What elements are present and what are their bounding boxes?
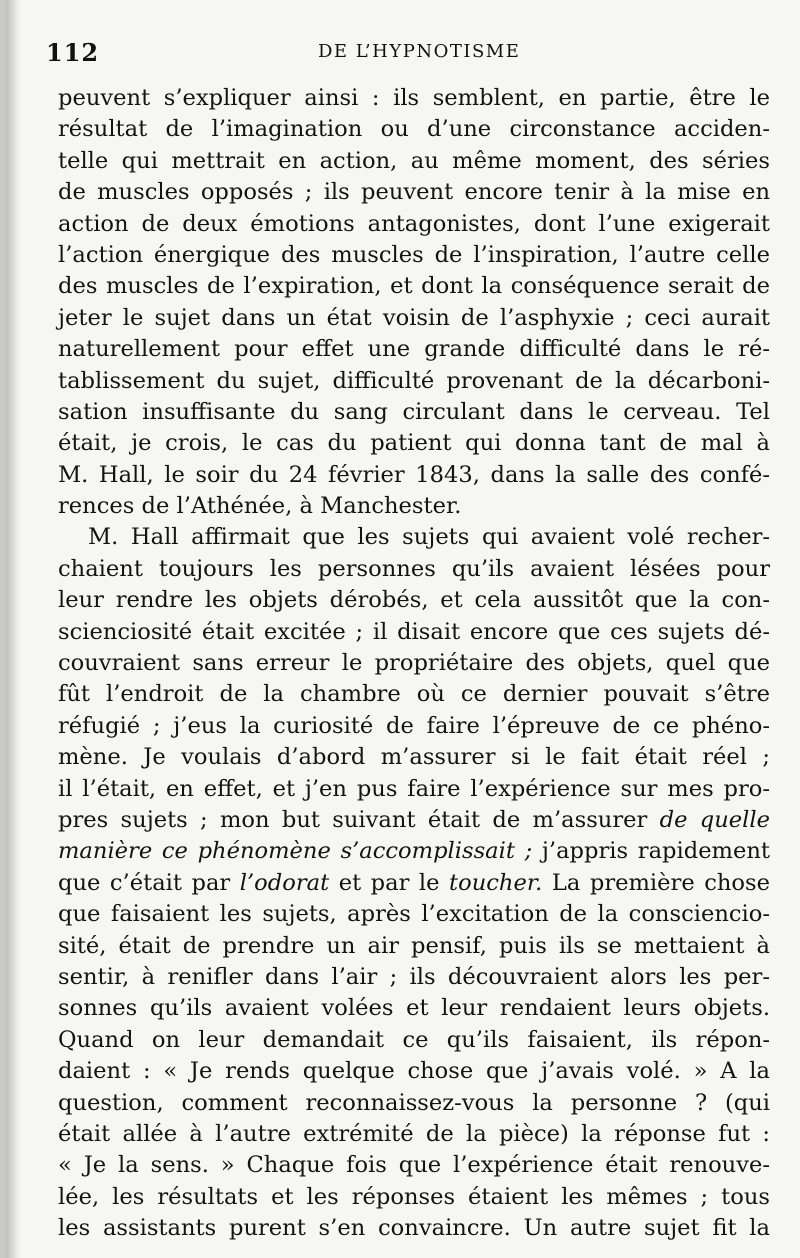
text-line: naturellement pour effet une grande difficulté dans le ré- (58, 336, 770, 363)
text-line: couvraient sans erreur le propriétaire des objets, quel que (58, 650, 770, 677)
text-segment: et par le (329, 869, 450, 896)
text-line: tablissement du sujet, difficulté provenant de la décarboni- (58, 367, 770, 394)
text-line: sité, était de prendre un air pensif, puis ils se mettaient à (58, 932, 770, 959)
text-line: mène. Je voulais d’abord m’assurer si le fait était réel ; (58, 744, 770, 771)
text-segment: que c’était par (58, 869, 240, 896)
paragraph-start-line: M. Hall affirmait que les sujets qui avaient volé recher- (88, 524, 770, 551)
text-line: sentir, à renifler dans l’air ; ils découvraient alors les per- (58, 963, 770, 990)
italic-segment: l’odorat (239, 869, 330, 896)
text-line: chaient toujours les personnes qu’ils avaient lésées pour (58, 555, 770, 582)
text-line: était allée à l’autre extrémité de la pièce) la réponse fut : (58, 1120, 770, 1147)
book-page (6, 0, 800, 1258)
text-line-with-italic (58, 836, 770, 867)
text-line: action de deux émotions antagonistes, dont l’une exigerait (58, 210, 770, 237)
text-line: l’action énergique des muscles de l’inspiration, l’autre celle (58, 241, 770, 268)
paragraph-end-line: rences de l’Athénée, à Manchester. (58, 493, 462, 520)
text-segment: j’appris rapidement (532, 838, 770, 865)
text-line: peuvent s’expliquer ainsi : ils semblent, en partie, être le (58, 85, 770, 111)
text-line-with-italic (58, 868, 770, 899)
text-line: que faisaient les sujets, après l’excitation de la conscienciо- (58, 901, 770, 928)
text-line: était, je crois, le cas du patient qui donna tant de mal à (58, 430, 770, 457)
page-number: 112 (46, 38, 100, 67)
italic-segment: toucher. (449, 869, 543, 896)
text-line: jeter le sujet dans un état voisin de l’asphyxie ; ceci aurait (58, 304, 770, 331)
text-line: de muscles opposés ; ils peuvent encore tenir à la mise en (58, 179, 770, 206)
text-line: Quand on leur demandait ce qu’ils faisaient, ils répon- (58, 1026, 770, 1053)
text-line: fût l’endroit de la chambre où ce dernier pouvait s’être (58, 681, 770, 708)
text-line: telle qui mettrait en action, au même moment, des séries (58, 147, 770, 174)
running-head (46, 38, 770, 66)
text-line-with-italic (58, 805, 770, 836)
text-line: question, comment reconnaissez-vous la personne ? (qui (58, 1089, 770, 1116)
italic-segment: manière ce phénomène s’accomplissait ; (58, 838, 533, 865)
text-line: sonnes qu’ils avaient volées et leur rendaient leurs objets. (58, 995, 770, 1022)
text-line: leur rendre les objets dérobés, et cela aussitôt que la con- (58, 587, 770, 614)
text-segment: pres sujets ; mon but suivant était de m’assurer (58, 806, 660, 833)
text-line: lée, les résultats et les réponses étaient les mêmes ; tous (58, 1183, 770, 1210)
text-line: réfugié ; j’eus la curiosité de faire l’épreuve de ce phéno- (58, 712, 770, 739)
text-line: daient : « Je rends quelque chose que j’avais volé. » A la (58, 1058, 770, 1085)
running-title: DE L’HYPNOTISME (318, 41, 521, 62)
text-line: sation insuffisante du sang circulant dans le cerveau. Tel (58, 398, 770, 425)
italic-segment: de quelle (659, 806, 770, 833)
text-segment: La première chose (542, 869, 770, 896)
text-line: « Je la sens. » Chaque fois que l’expérience était renouve- (58, 1152, 770, 1179)
page-gutter-shadow (6, 0, 22, 1258)
text-line: les assistants purent s’en convaincre. Un autre sujet fit la (58, 1215, 770, 1242)
text-line: M. Hall, le soir du 24 février 1843, dans la salle des confé- (58, 461, 770, 488)
text-line: il l’était, en effet, et j’en pus faire l’expérience sur mes pro- (58, 775, 770, 802)
text-line: des muscles de l’expiration, et dont la conséquence serait de (58, 273, 770, 300)
body-text (58, 83, 770, 1244)
text-line: scienciosité était excitée ; il disait encore que ces sujets dé- (58, 618, 770, 645)
text-line: résultat de l’imagination ou d’une circonstance acciden- (58, 116, 770, 143)
